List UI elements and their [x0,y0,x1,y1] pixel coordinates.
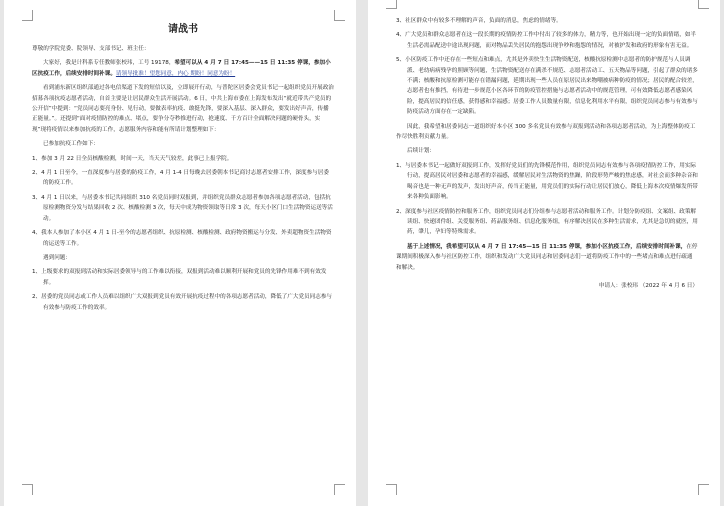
summary-paragraph: 因此，我希望和居委同志一道组织好本小区 300 多名党员有效参与双报到活动和各项志愿者活动，为上海整体防疫工作尽快胜利贡献力量。 [396,123,696,141]
intro-text: 大家好，我是计科系专任教师张校玮，工号 19178， [43,60,175,67]
closing-paragraph [396,242,698,273]
crop-mark [22,10,33,21]
list-item: 1、上级要求的双报到活动和实际居委领导与的工作难以衔接，双报到活动难以顺利开展和党员的先锋作用难不到有效发挥。 [32,269,327,286]
list-item: 1、与居委本书记一起做好双报到工作，发挥好党员们的先锋模范作用，组织党员同志有效参与各项疫情防控工作，用实际行动，提高居民对居委和志愿者的幸福感，缓解居民对生活物资的焦躁，阶段形势严峻的焦虑感，对社会而多种杂音和喝音也是一种无声的发声，发出好声音，传当正能量，用党员们的实际行动让居民们放心，降低上海本次疫情爆发所带来各种负面影响。 [396,162,698,201]
crop-mark [698,0,709,9]
document-page-1 [4,0,356,506]
greeting: 尊敬的学院党委、院领导、支部书记、班主任： [32,46,150,52]
section-problems-heading: 遇到问题： [43,254,71,261]
crop-mark [386,0,397,9]
section-done-heading: 已参加抗疫工作如下： [43,141,99,148]
list-item: 1、参加 3 月 22 日全员核酸检测，时间一天，当天天气较差，此事已上报学院。 [32,155,233,162]
page-1-body [32,22,334,317]
list-item: 2、4 月 1 日至今，一直深度参与居委的防疫工作，4 月 1-4 日每晚去居委朝本书记商讨志愿者安排工作，深度参与居委的防疫工作。 [32,170,329,187]
signature-line: 申请人：张校玮 （2022 年 4 月 6 日） [598,282,698,289]
closing-text: 在停课期间积极深入参与社区防控工作，组织和发动广大党员同志和居委同志们一道将防疫工作中的一些堵点和难点进行疏通和解决。 [396,243,698,271]
intro-paragraph [32,58,334,79]
crop-mark [386,484,397,495]
list-item: 4、我本人参加了本小区 4 月 1 日-至今的志愿者组织、抗原检测、核酸检测、政府物资搬运与分发、外卖超物资生活物资的运送等工作。 [32,230,332,247]
document-title: 请战书 [168,24,198,35]
list-item: 5、小区防疫工作中还存在一些短点和难点，尤其是外卖快生生活物资配送，核酸抗原检测中志愿者的防护规范与人员调派、老幼病病残孕的照顾等问题，生活物资配送存在满杀不规范、志愿者活动工、五天物品等问题，引起了群众的诸多不满；核酸和抗原检测可能存在错漏问题，延期出现一些人员在原居民出来物嘲被病种防疫的情况；居民的配合较差，志愿者也有推挡，有待进一步规范小区各环节的防疫管控措施与志愿者活动中的规范管理，可有效降低志愿者感染风险，提高居民的信任感，获得感和幸福感；居委工作人员数量有限，信息化利用水平有限，组织党员同志参与有效参与防疫活动方面存在一定缺陷。 [396,57,698,116]
list-item: 4、广大党员和群众志愿者在这一段长期的疫情防控工作中付出了较多的体力，精力等，也开始出现一定的负面情绪，如半生活必需品配送中途出现问题，而对物品丢失居民的抱怨出现争吵和抱怨的情况，对被护发和政府的形象有害无益。 [396,32,697,49]
list-item: 2、深度参与社区疫情防控和服务工作，组织党员同志们分组参与志愿者活动和服务工作。计划分防疫组、文案组、政策解读组、快递团件组、关爱服务组、药品服务组、信息化服务组，有序解决居民在多种生活需求，尤其是急切的就医，用药，肇儿，孕妇等特殊需求。 [396,208,698,236]
crop-mark [334,484,345,495]
page-2-body [396,16,698,295]
closing-request: 基于上述情况，我希望可以从 4 月 7 日 17:45—15 日 11:35 停课，参加小区抗疫工作，后续安排时间补课， [407,243,687,250]
crop-mark [698,484,709,495]
list-item: 3、4 月 1 日以来，与居委本书记共同组织 310 名党员同时双报到，并组织党员群众志愿者参加各项志愿者活动，包括抗原检测物资分发与结果回收 2 次、核酸检测 3 次，每天中成为物资领取等日常 3 次，每天小区门口生活物资运送等活动。 [32,194,333,222]
background-paragraph: 看到浦东新区组织部通过各电信渠道下发的短信以及，立即展开行动，与普陀区居委会党员书记一起组织党员开展政治招募各项抗疫志愿者活动，自首主要是让居民群众生活开展活动。6 日，中共上海市委在上海发布发出“就近带共产党员的公开信”中提到：“党员同志要亮身份、见行动，要做表率抗疫、敢挺先锋，要深入基层、深入群众，要发出好声音，传播正能量。”。还提到“面对疫情防控的难点、堵点，要争分夺秒推进行动，抢速度、千方百计全面解决问题的硬骨头，实现”现将疫情以来参加抗疫的工作，志愿服务内容和能有所请计划整理如下： [32,85,334,133]
list-item: 3、社区群众中有较多不理解的声音，负面的消息，焦虑的情绪等。 [396,18,562,24]
list-item: 2、居委的党员同志或工作人员难以组织广大双报到党员有效开展抗疫过程中的各项志愿者活动，降低了广大党员同志参与有效参与防疫工作的效率。 [32,294,333,311]
intro-plea: 请领导批准！望您同意，内心 期盼！同意为盼！ [115,70,236,77]
crop-mark [22,484,33,495]
intro-request: 希望可以从 4 月 7 日 17:45——15 日 11:35 停课，参加小区抗疫工作，后续安排时间补课。 [32,60,331,77]
document-page-2 [368,0,720,506]
crop-mark [334,10,345,21]
plan-heading: 后续计划： [407,148,435,155]
